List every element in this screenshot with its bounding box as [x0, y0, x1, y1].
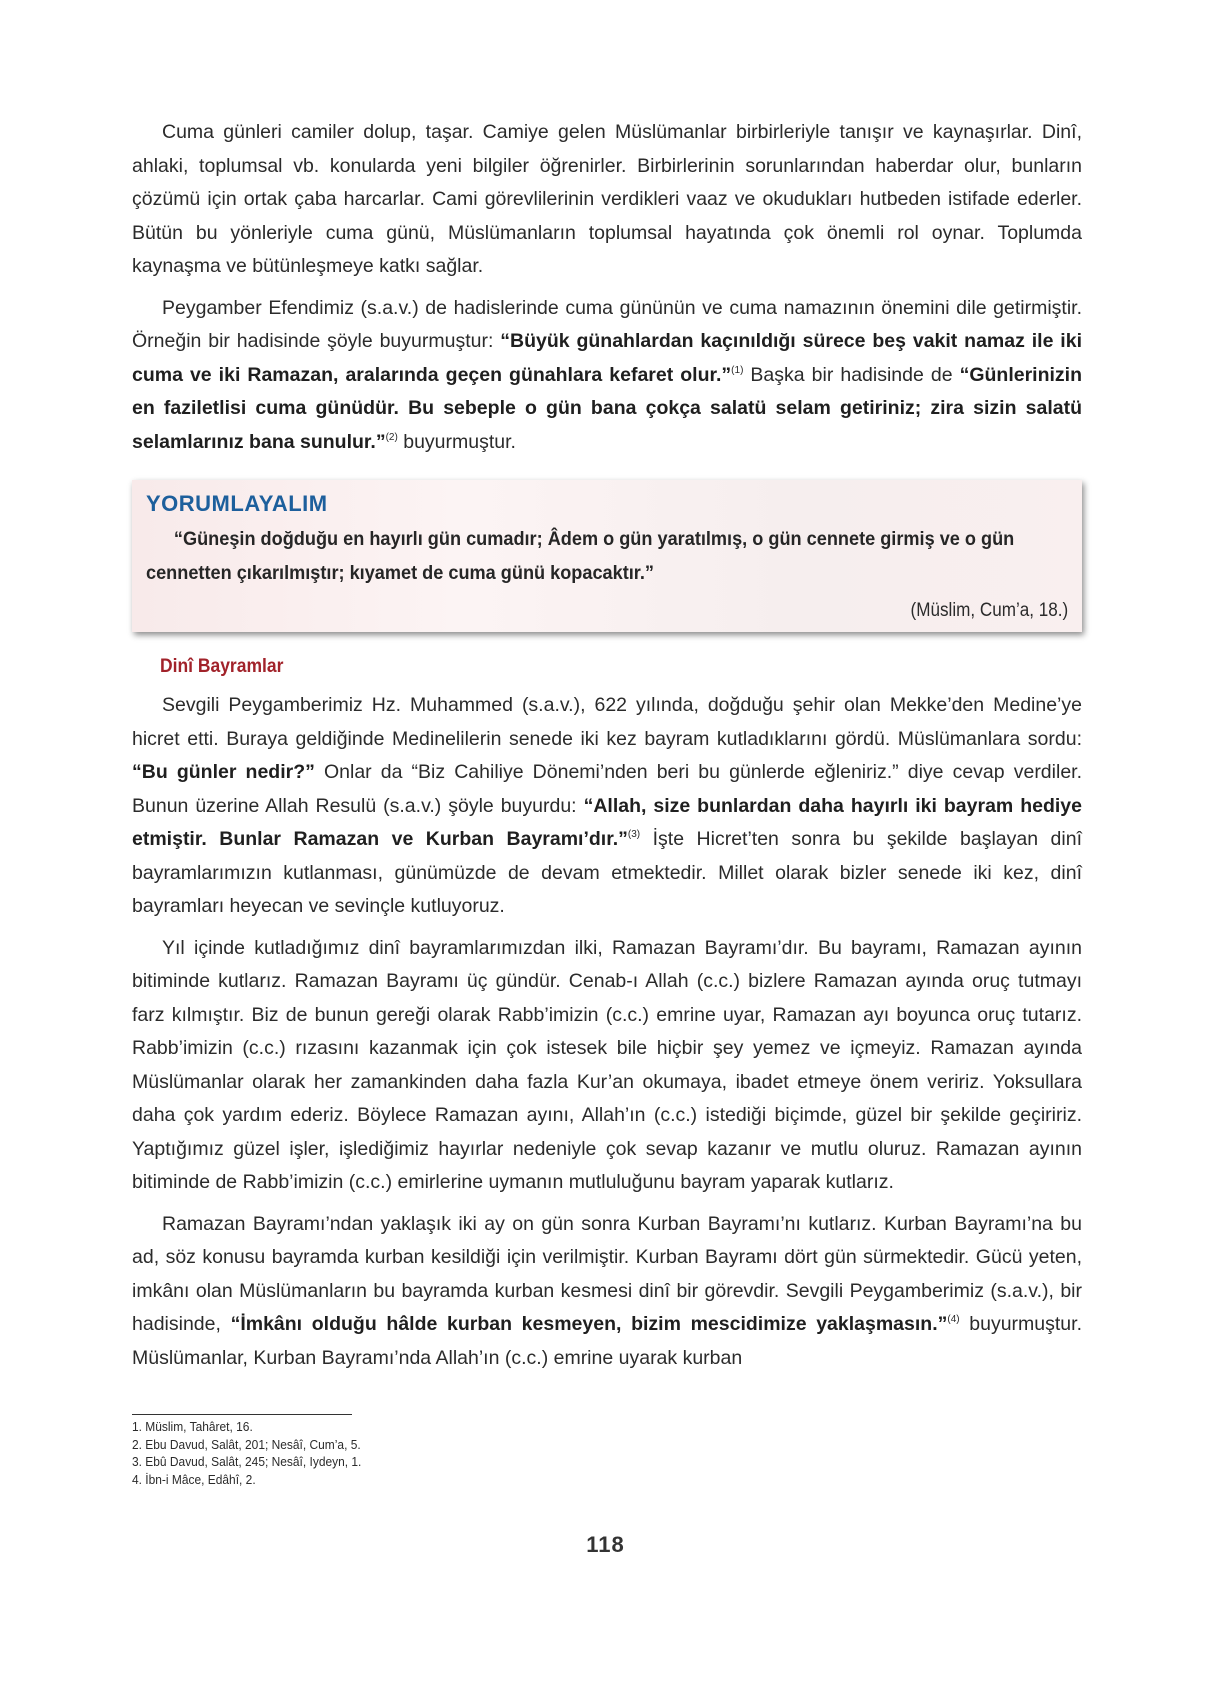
body-text-top — [132, 116, 1082, 467]
text: Ramazan Bayramı’ndan yaklaşık iki ay on gün sonra Kurban Bayramı’nı kutlarız. Kurban Bayramı’na bu ad, söz konusu bayramda kurban kesildiği için verilmiştir. Kurban Bayramı dört gün sürmektedir. Gücü yeten, imkânı olan Müslümanların bu bayramda kurban kesmesi dinî bir görevdir. Sevgili Peygamberimiz (s.a.v.), bir hadisinde, — [132, 1212, 1082, 1335]
footnote-item: 2. Ebu Davud, Salât, 201; Nesâî, Cum’a, 5. — [132, 1436, 361, 1452]
paragraph-hicret — [132, 689, 1082, 924]
text: Onlar da “Biz Cahiliye Dönemi’nden beri bu günlerde eğleniriz.” diye cevap verdiler. Bunun üzerine Allah Resulü (s.a.v.) şöyle buyurdu: — [132, 761, 1083, 817]
footnote-ref: (1) — [731, 364, 744, 376]
paragraph-ramazan-bayrami: Yıl içinde kutladığımız dinî bayramlarımızdan ilki, Ramazan Bayramı’dır. Bu bayramı, Ramazan ayının bitiminde kutlarız. Ramazan Bayramı üç gündür. Cenab-ı Allah (c.c.) bizlere Ramazan ayında oruç tutmayı farz kılmıştır. Biz de bunun gereği olarak Rabb’imizin (c.c.) emrine uyar, Ramazan ayı boyunca oruç tutarız. Rabb’imizin (c.c.) rızasını kazanmak için çok istesek bile hiçbir şey yemez ve içmeyiz. Ramazan ayında Müslümanlar olarak her zamankinden daha fazla Kur’an okumaya, ibadet etmeye önem veririz. Yoksullara daha çok yardım ederiz. Böylece Ramazan ayını, Allah’ın (c.c.) istediği biçimde, güzel bir şekilde geçiririz. Yaptığımız güzel işler, işlediğimiz hayırlar nedeniyle çok sevap kazanır ve mutlu oluruz. Ramazan ayının bitiminde de Rabb’imizin (c.c.) emirlerine uymanın mutluluğunu bayram yaparak kutlarız. — [132, 936, 1082, 1193]
hadis-quote: “Allah, size bunlardan daha hayırlı iki bayram hediye etmiştir. Bunlar Ramazan ve Kurban Bayramı’dır.” — [132, 794, 1082, 850]
paragraph-cuma-gunleri: Cuma günleri camiler dolup, taşar. Camiye gelen Müslümanlar birbirleriyle tanışır ve kaynaşırlar. Dinî, ahlaki, toplumsal vb. konularda yeni bilgiler öğrenirler. Birbirlerinin sorunlarından haberdar olur, bunların çözümü için ortak çaba harcarlar. Cami görevlilerinin verdikleri vaaz ve okudukları hutbeden istifade ederler. Bütün bu yönleriyle cuma günü, Müslümanların toplumsal hayatında çok önemli rol oynar. Toplumda kaynaşma ve bütünleşmeye katkı sağlar. — [132, 121, 1082, 277]
text: Başka bir hadisinde de — [743, 363, 960, 386]
footnote-item: 4. İbn-i Mâce, Edâhî, 2. — [132, 1471, 256, 1487]
footnotes — [132, 1418, 381, 1488]
hadis-quote: “Büyük günahlardan kaçınıldığı sürece beş vakit namaz ile iki cuma ve iki Ramazan, aralarında geçen günahlara kefaret olur.” — [132, 330, 1082, 386]
box-title: YORUMLAYALIM — [146, 491, 328, 516]
footnote-item: 1. Müslim, Tahâret, 16. — [132, 1419, 253, 1434]
paragraph-kurban-bayrami — [132, 1208, 1082, 1376]
box-source: (Müslim, Cum’a, 18.) — [910, 600, 1068, 621]
box-quote: “Güneşin doğduğu en hayırlı gün cumadır; Âdem o gün yaratılmış, o gün cennete girmiş ve o gün cennetten çıkarılmıştır; kıyamet de cuma günü kopacaktır.” — [146, 528, 1015, 584]
text: Peygamber Efendimiz (s.a.v.) de hadislerinde cuma gününün ve cuma namazının önemini dile getirmiştir. Örneğin bir hadisinde şöyle buyurmuştur: — [132, 296, 1082, 352]
text: buyurmuştur. Müslümanlar, Kurban Bayramı’nda Allah’ın (c.c.) emrine uyarak kurban — [132, 1313, 1082, 1369]
text: İşte Hicret’ten sonra bu şekilde başlayan dinî bayramlarımızın kutlanması, günümüzde de devam etmektedir. Millet olarak bizler senede iki kez, dinî bayramları heyecan ve sevinçle kutluyoruz. — [132, 828, 1082, 917]
footnote-ref: (2) — [385, 431, 398, 443]
page-number: 118 — [586, 1532, 625, 1557]
footnote-ref: (3) — [627, 829, 641, 840]
text: Sevgili Peygamberimiz Hz. Muhammed (s.a.v.), 622 yılında, doğduğu şehir olan Mekke’den Medine’ye hicret etti. Buraya geldiğinde Medinelilerin senede iki kez bayram kutladıklarını gördü. Müslümanlara sordu: — [132, 694, 1082, 750]
yorumlayalim-box — [132, 480, 1082, 632]
body-text-bottom — [132, 689, 1082, 1383]
section-title-dini-bayramlar: Dinî Bayramlar — [160, 656, 284, 677]
hadis-quote: “Bu günler nedir?” — [132, 761, 315, 783]
footnote-ref: (4) — [947, 1314, 960, 1325]
footnote-item: 3. Ebû Davud, Salât, 245; Nesâî, Iydeyn, 1. — [132, 1454, 362, 1469]
hadis-quote: “İmkânı olduğu hâlde kurban kesmeyen, bizim mescidimize yaklaşmasın.” — [230, 1313, 948, 1335]
paragraph-hadis-cuma — [132, 292, 1082, 460]
footnote-divider — [132, 1414, 352, 1415]
text: buyurmuştur. — [397, 430, 516, 453]
hadis-quote: “Günlerinizin en faziletlisi cuma günüdür. Bu sebeple o gün bana çokça salatü selam getiriniz; zira sizin salatü selamlarınız bana sunulur.” — [132, 363, 1082, 453]
